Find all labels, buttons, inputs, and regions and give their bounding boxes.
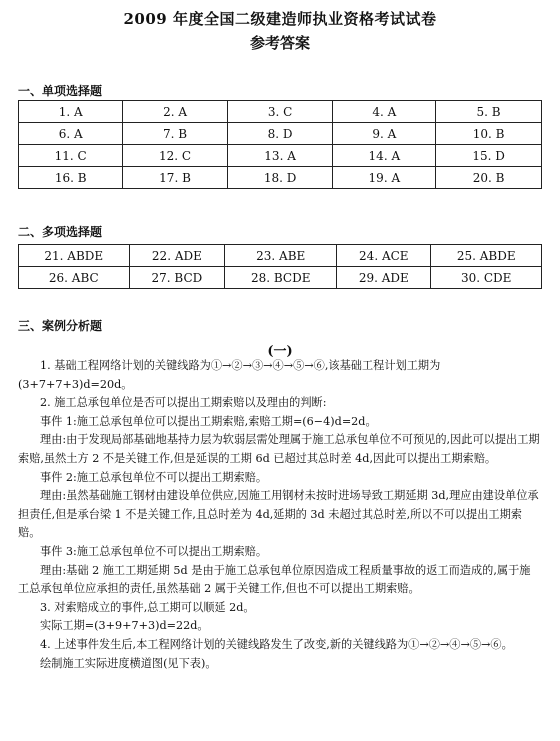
multiple-choice-answer-table <box>18 244 542 289</box>
answer-cell: 7. B <box>123 123 227 145</box>
answer-cell: 25. ABDE <box>431 245 542 267</box>
answer-cell: 3. C <box>227 101 333 123</box>
answer-cell: 19. A <box>333 167 436 189</box>
case-paragraph: 绘制施工实际进度横道图(见下表)。 <box>40 656 217 670</box>
answer-cell: 30. CDE <box>431 267 542 289</box>
table-row <box>19 245 542 267</box>
answer-cell: 21. ABDE <box>19 245 130 267</box>
case-paragraph: 1. 基础工程网络计划的关键线路为①→②→③→④→⑤→⑥,该基础工程计划工期为(3+7+7+3)d=20d。 <box>18 359 441 391</box>
table-row <box>19 167 542 189</box>
answer-cell: 14. A <box>333 145 436 167</box>
table-row <box>19 123 542 145</box>
answer-cell: 1. A <box>19 101 123 123</box>
answer-cell: 22. ADE <box>129 245 225 267</box>
case-paragraph: 事件 3:施工总承包单位不可以提出工期索赔。 <box>40 544 268 558</box>
answer-cell: 12. C <box>123 145 227 167</box>
table-row <box>19 267 542 289</box>
page-subtitle: 参考答案 <box>249 34 310 52</box>
answer-cell: 29. ADE <box>337 267 431 289</box>
answer-cell: 8. D <box>227 123 333 145</box>
case-paragraph: 2. 施工总承包单位是否可以提出工期索赔以及理由的判断: <box>40 396 327 410</box>
answer-cell: 2. A <box>123 101 227 123</box>
answer-cell: 26. ABC <box>19 267 130 289</box>
answer-cell: 27. BCD <box>129 267 225 289</box>
case-number: (一) <box>267 344 293 359</box>
section-case-analysis-heading: 三、案例分析题 <box>18 319 103 333</box>
answer-cell: 6. A <box>19 123 123 145</box>
page-title: 2009 年度全国二级建造师执业资格考试试卷 <box>123 10 437 28</box>
section-multiple-choice-heading: 二、多项选择题 <box>18 225 103 239</box>
answer-cell: 13. A <box>227 145 333 167</box>
case-paragraph: 4. 上述事件发生后,本工程网络计划的关键线路发生了改变,新的关键线路为①→②→④→⑤→⑥。 <box>40 637 513 651</box>
answer-cell: 20. B <box>436 167 542 189</box>
case-paragraph: 3. 对索赔成立的事件,总工期可以顺延 2d。 <box>40 600 255 614</box>
section-single-choice-heading: 一、单项选择题 <box>18 84 103 98</box>
single-choice-answer-table <box>18 100 542 189</box>
case-paragraph: 事件 1:施工总承包单位可以提出工期索赔,索赔工期=(6−4)d=2d。 <box>40 414 377 428</box>
answer-cell: 9. A <box>333 123 436 145</box>
case-analysis-body <box>18 357 540 673</box>
case-paragraph: 实际工期=(3+9+7+3)d=22d。 <box>40 619 209 633</box>
table-row <box>19 145 542 167</box>
case-paragraph: 理由:虽然基础施工钢材由建设单位供应,因施工用钢材未按时进场导致工期延期 3d,理应由建设单位承担责任,但是承台梁 1 不是关键工作,且总时差为 4d,延期的 3d 未超过其总时差,所以不可以提出工期索赔。 <box>18 489 539 540</box>
answer-cell: 5. B <box>436 101 542 123</box>
answer-cell: 16. B <box>19 167 123 189</box>
table-row <box>19 101 542 123</box>
case-paragraph: 理由:由于发现局部基础地基持力层为软弱层需处理属于施工总承包单位不可预见的,因此可以提出工期索赔,虽然土方 2 不是关键工作,但是延误的工期 6d 已超过其总时差 4d,因此可以提出工期索赔。 <box>18 433 540 465</box>
case-paragraph: 理由:基础 2 施工工期延期 5d 是由于施工总承包单位原因造成工程质量事故的返工而造成的,属于施工总承包单位应承担的责任,虽然基础 2 属于关键工作,但也不可以提出工期索赔。 <box>18 563 531 596</box>
answer-cell: 4. A <box>333 101 436 123</box>
answer-cell: 10. B <box>436 123 542 145</box>
answer-cell: 15. D <box>436 145 542 167</box>
answer-cell: 17. B <box>123 167 227 189</box>
answer-cell: 24. ACE <box>337 245 431 267</box>
case-paragraph: 事件 2:施工总承包单位不可以提出工期索赔。 <box>40 470 268 484</box>
answer-cell: 23. ABE <box>225 245 337 267</box>
answer-cell: 28. BCDE <box>225 267 337 289</box>
answer-cell: 11. C <box>19 145 123 167</box>
answer-cell: 18. D <box>227 167 333 189</box>
